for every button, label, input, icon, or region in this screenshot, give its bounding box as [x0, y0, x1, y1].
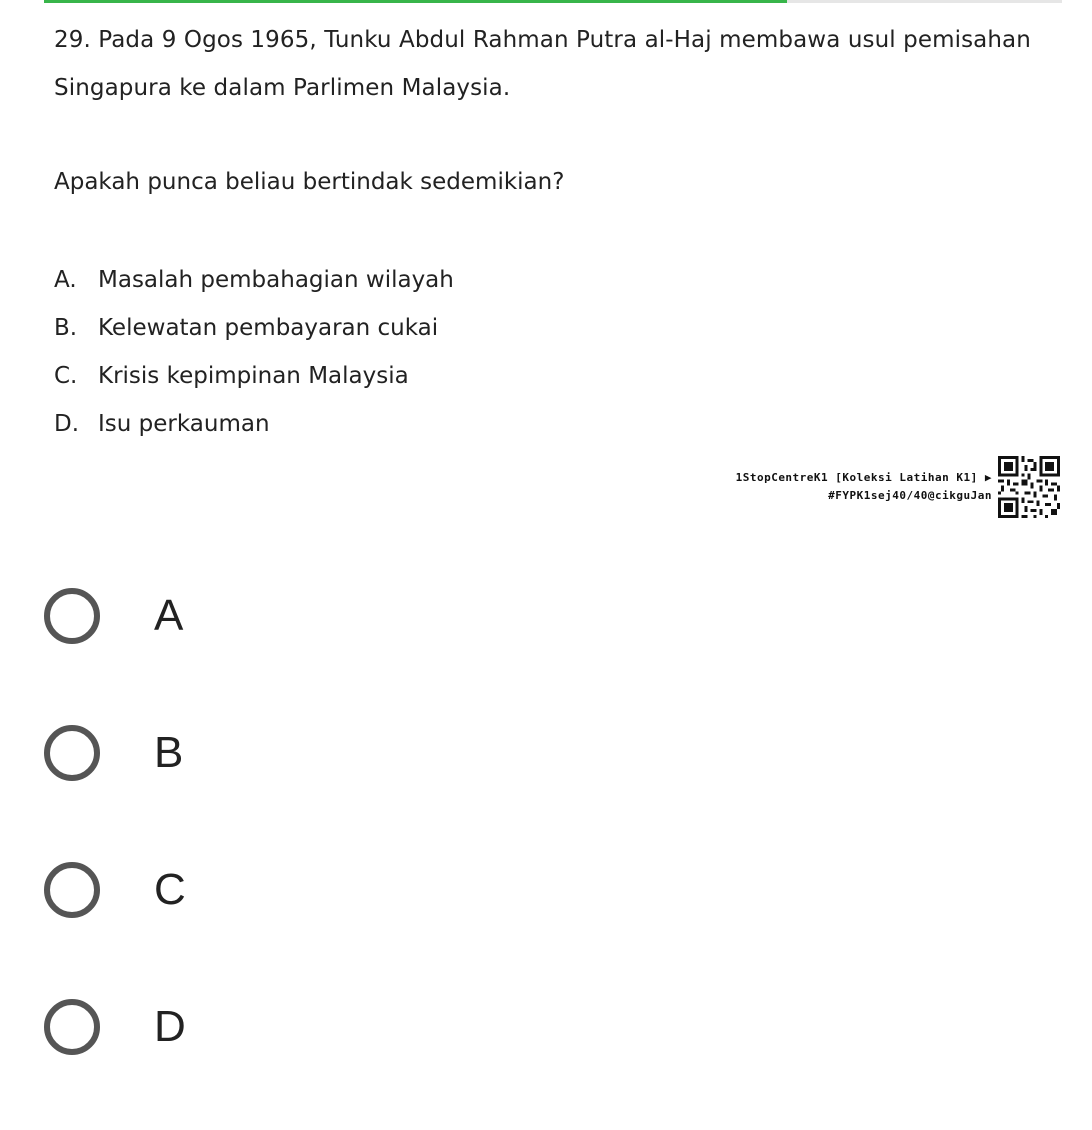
question-text: 29. Pada 9 Ogos 1965, Tunku Abdul Rahman Putra al-Haj membawa usul pemisahan Singapura ke dalam Parlimen Malaysia.: [54, 27, 1031, 101]
watermark: [736, 456, 1060, 518]
radio-button-a[interactable]: [44, 588, 100, 644]
answer-option-a[interactable]: [44, 582, 186, 650]
choice-text: Kelewatan pembayaran cukai: [98, 315, 439, 341]
watermark-line1: 1StopCentreK1 [Koleksi Latihan K1] ▶: [736, 469, 992, 487]
answer-label-d[interactable]: D: [154, 1002, 186, 1051]
choice-item-b: [54, 304, 1074, 352]
choice-list: [54, 256, 1074, 448]
answer-option-d[interactable]: [44, 993, 186, 1061]
question-prompt: Apakah punca beliau bertindak sedemikian?: [54, 169, 565, 195]
choice-letter: A.: [54, 267, 77, 293]
choice-letter: B.: [54, 315, 78, 341]
radio-button-c[interactable]: [44, 862, 100, 918]
qr-code-icon: [998, 456, 1060, 518]
choice-text: Isu perkauman: [98, 411, 270, 437]
choice-item-c: [54, 352, 1074, 400]
progress-bar: [44, 0, 1062, 3]
choice-letter: D.: [54, 411, 80, 437]
choice-text: Krisis kepimpinan Malaysia: [98, 363, 409, 389]
answer-label-b[interactable]: B: [154, 728, 184, 777]
progress-bar-fill: [44, 0, 787, 3]
watermark-text: [736, 469, 992, 505]
choice-item-d: [54, 400, 1074, 448]
choice-letter: C.: [54, 363, 78, 389]
answer-label-c[interactable]: C: [154, 865, 186, 914]
question-card: [54, 16, 1074, 448]
answer-option-c[interactable]: [44, 856, 186, 924]
answer-option-b[interactable]: [44, 719, 186, 787]
radio-button-d[interactable]: [44, 999, 100, 1055]
radio-button-b[interactable]: [44, 725, 100, 781]
choice-text: Masalah pembahagian wilayah: [98, 267, 454, 293]
answer-label-a[interactable]: A: [154, 591, 184, 640]
choice-item-a: [54, 256, 1074, 304]
watermark-line2: #FYPK1sej40/40@cikguJan: [828, 489, 992, 502]
answer-options: [44, 582, 186, 1130]
